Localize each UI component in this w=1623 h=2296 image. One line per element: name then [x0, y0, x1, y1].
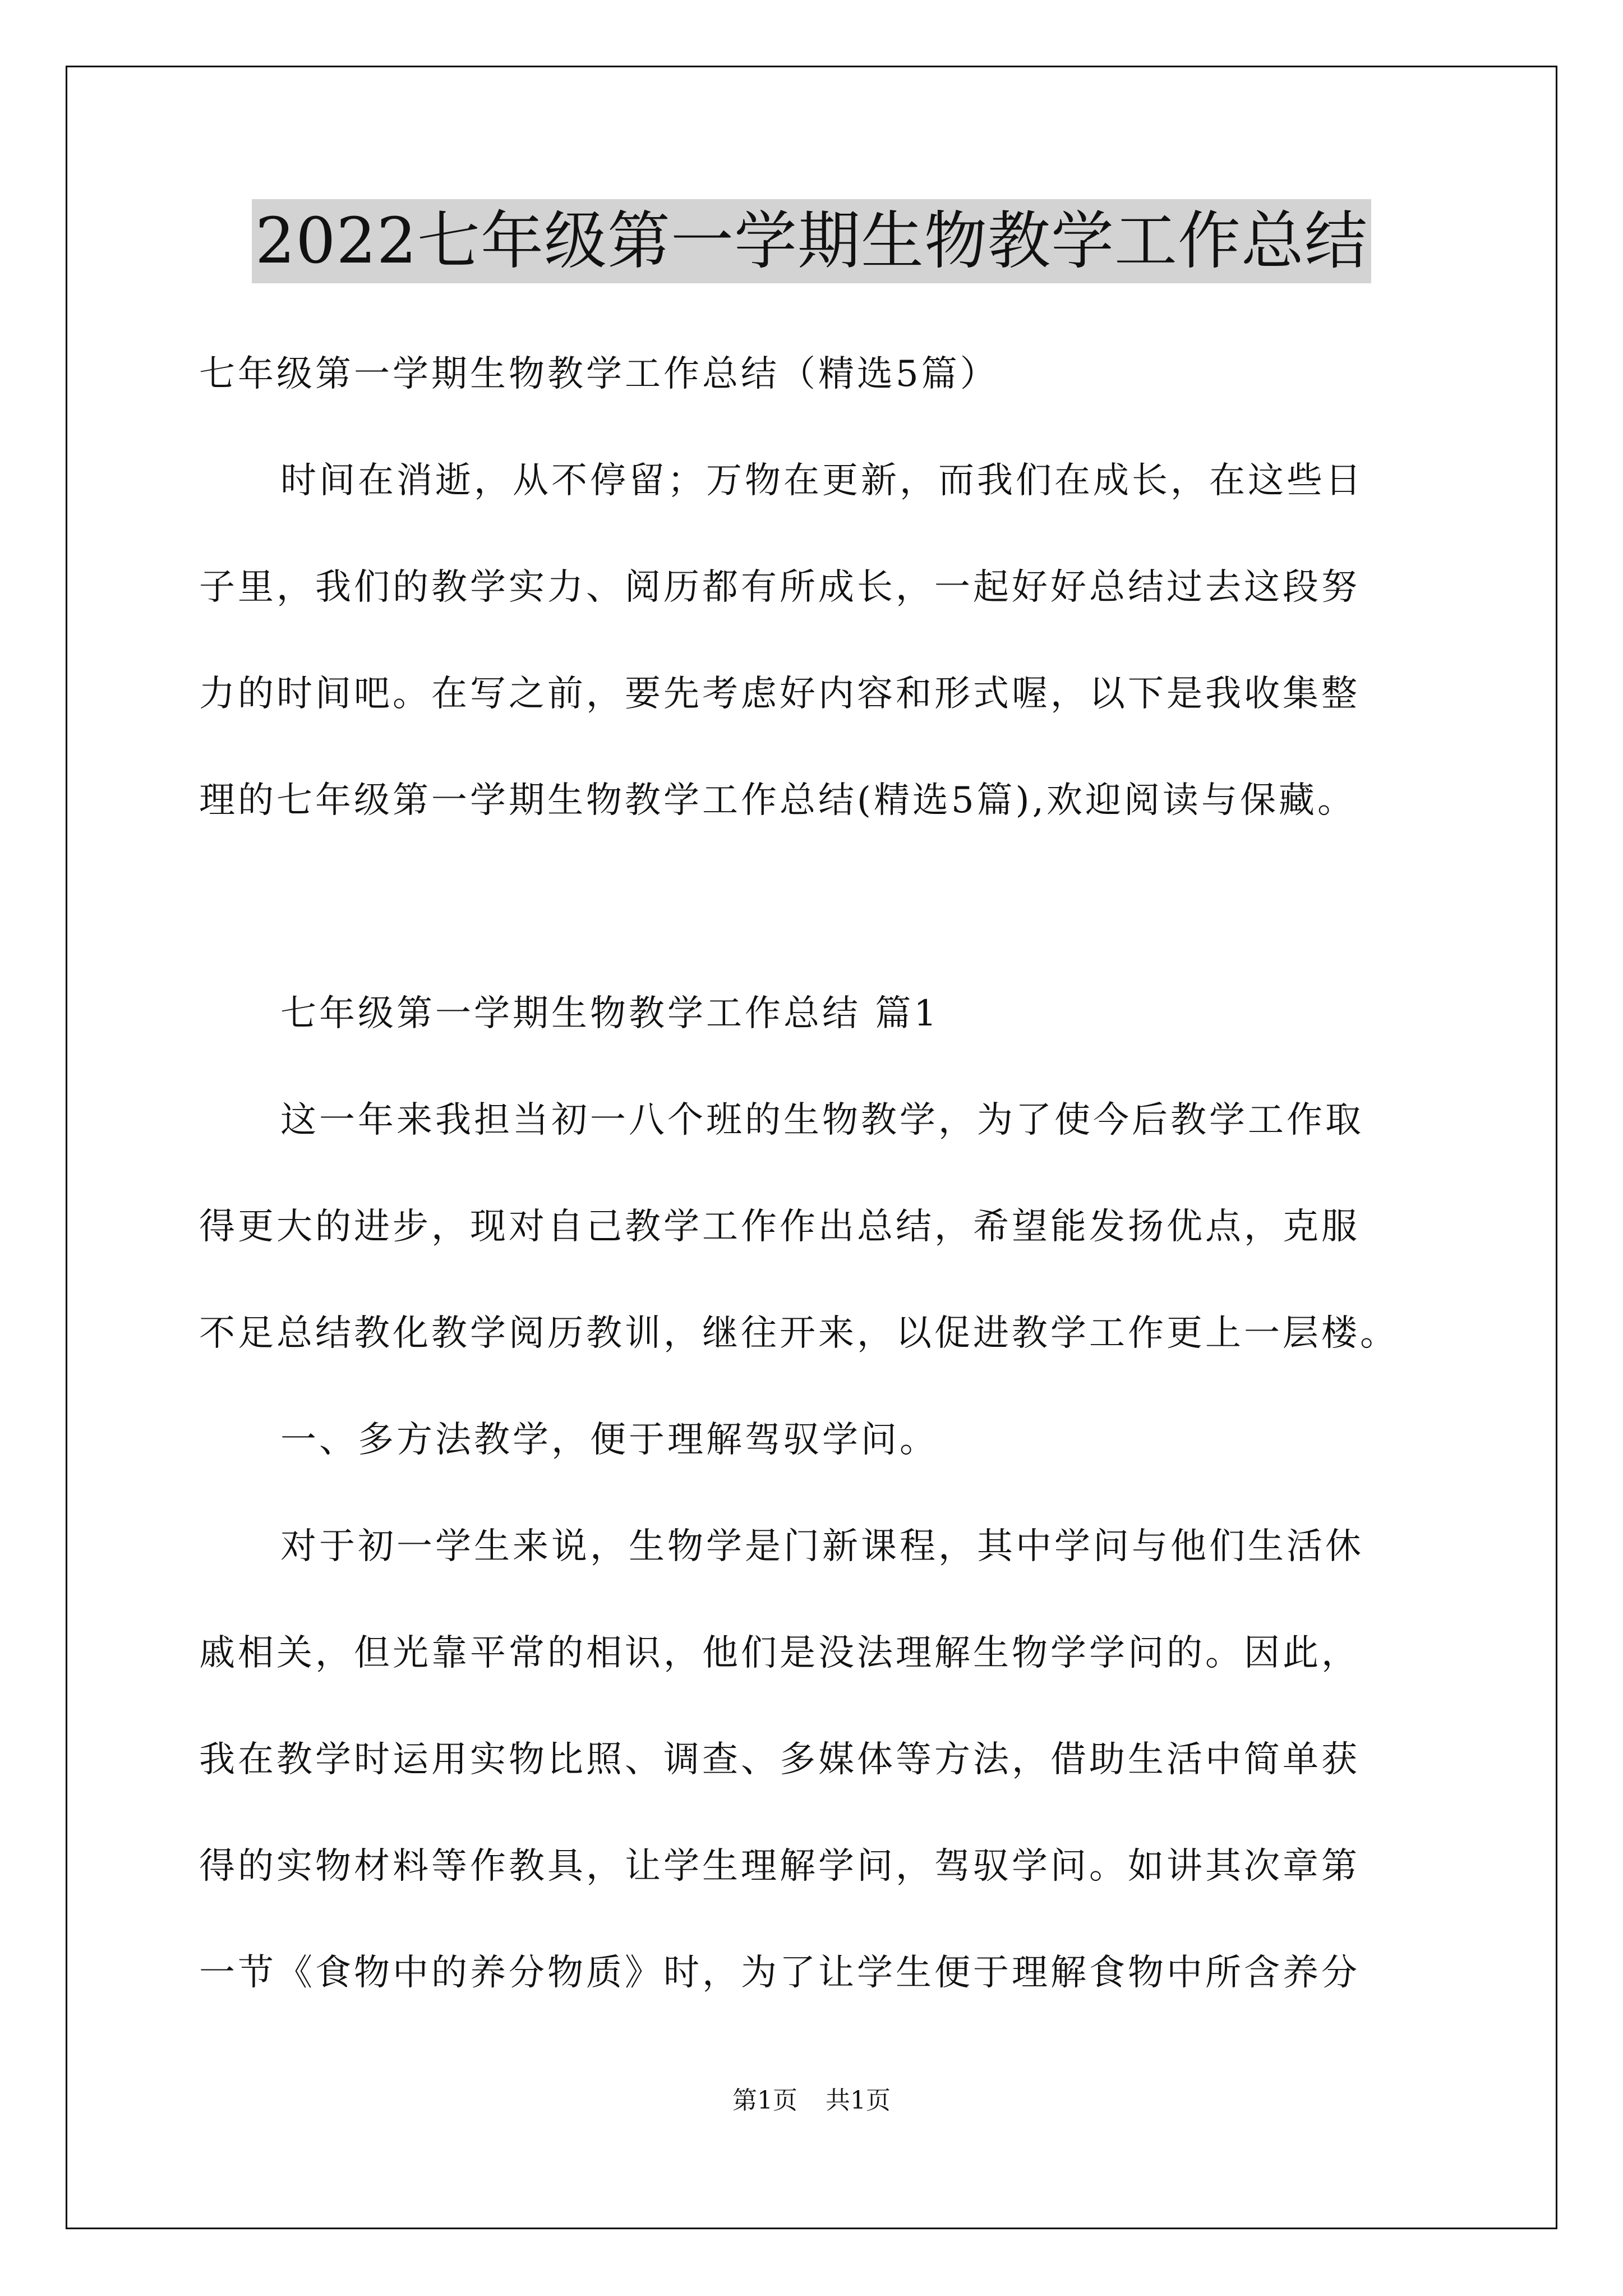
intro-line: 子里，我们的教学实力、阅历都有所成长，一起好好总结过去这段努 — [199, 567, 1360, 608]
paragraph-line: 我在教学时运用实物比照、调查、多媒体等方法，借助生活中简单获 — [199, 1739, 1360, 1780]
document-body — [199, 321, 1430, 2026]
paragraph-line: 这一年来我担当初一八个班的生物教学，为了使今后教学工作取 — [280, 1099, 1364, 1141]
section-heading: 七年级第一学期生物教学工作总结 篇1 — [280, 993, 940, 1034]
intro-line: 时间在消逝，从不停留；万物在更新，而我们在成长，在这些日 — [280, 460, 1364, 501]
paragraph-line: 对于初一学生来说，生物学是门新课程，其中学问与他们生活休 — [280, 1526, 1364, 1567]
paragraph-line: 得更大的进步，现对自己教学工作作出总结，希望能发扬优点，克服 — [199, 1206, 1360, 1248]
paragraph-line: 得的实物材料等作教具，让学生理解学问，驾驭学问。如讲其次章第 — [199, 1846, 1360, 1887]
page-footer — [0, 2084, 1623, 2118]
document-title-block — [0, 199, 1623, 302]
page-number: 第1页 — [732, 2086, 797, 2115]
document-title: 2022七年级第一学期生物教学工作总结 — [252, 199, 1371, 283]
subtitle: 七年级第一学期生物教学工作总结（精选5篇） — [199, 353, 999, 395]
point-heading: 一、多方法教学，便于理解驾驭学问。 — [280, 1419, 938, 1461]
paragraph-line: 戚相关，但光靠平常的相识，他们是没法理解生物学学问的。因此， — [199, 1632, 1360, 1674]
paragraph-line: 一节《食物中的养分物质》时，为了让学生便于理解食物中所含养分 — [199, 1952, 1360, 1994]
paragraph-line: 不足总结教化教学阅历教训，继往开来，以促进教学工作更上一层楼。 — [199, 1313, 1399, 1354]
intro-line: 力的时间吧。在写之前，要先考虑好内容和形式喔，以下是我收集整 — [199, 673, 1360, 715]
page-total: 共1页 — [826, 2086, 891, 2115]
intro-line: 理的七年级第一学期生物教学工作总结(精选5篇),欢迎阅读与保藏。 — [199, 780, 1356, 821]
blank-line — [199, 854, 1430, 960]
